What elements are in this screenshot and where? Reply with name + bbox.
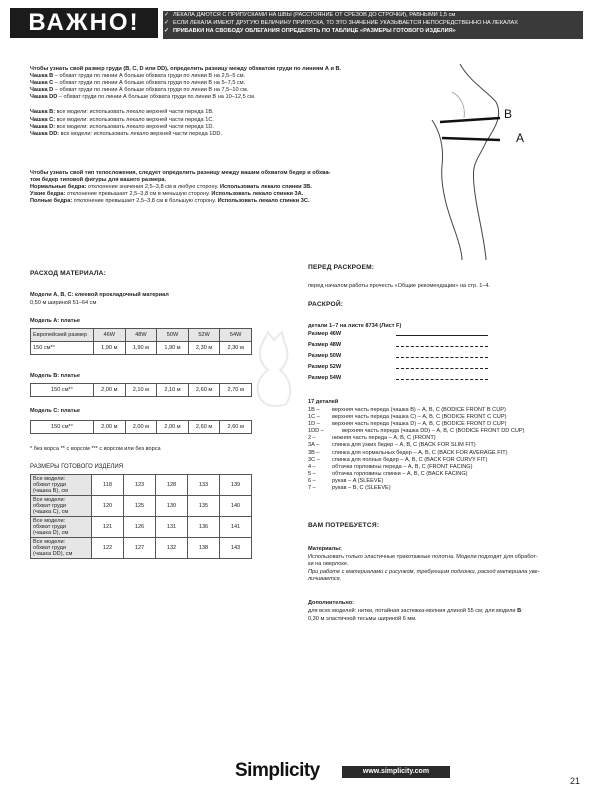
size-legend — [308, 331, 538, 387]
you-need-title: ВАМ ПОТРЕБУЕТСЯ: — [308, 522, 380, 529]
hips-line: Узкие бедра: отклонение превышает 2,5–3,8 см в меньшую сторону. Использовать лекало спинки 3A. — [30, 191, 304, 198]
table-cell: 126 — [124, 517, 156, 538]
model-a-table — [30, 328, 252, 355]
piece-item: 6 – рукав – A (SLEEVE) — [308, 477, 384, 484]
table-cell: 139 — [220, 475, 252, 496]
model-c-table — [30, 420, 252, 434]
bust-line: Чашка C – обхват груди по линии А больше обхвата груди по линии В на 5–7,5 см. — [30, 80, 246, 87]
important-note-1: ✓ ЛЕКАЛА ДАЮТСЯ С ПРИПУСКАМИ НА ШВЫ (РАССТОЯНИЕ ОТ СРЕЗОВ ДО СТРОЧКИ), РАВНЫМИ 1,5 см — [164, 12, 456, 18]
hips-line: Полные бедра: отклонение превышает 2,5–3,8 см в большую сторону. Использовать лекало спинки 3C. — [30, 198, 310, 205]
model-b-table — [30, 383, 252, 397]
model-c-title: Модель C: платье — [30, 408, 80, 414]
piece-item: 4 – обтачка горловины переда – A, B, C (FRONT FACING) — [308, 463, 473, 470]
table-cell: 2,60 м — [220, 421, 252, 434]
page-number: 21 — [570, 776, 581, 786]
interfacing-text: 0,50 м шириной 51–64 см — [30, 300, 97, 306]
size-line-48w — [396, 346, 488, 347]
piece-item: 1C – верхняя часть переда (чашка C) – A, B, C (BODICE FRONT C CUP) — [308, 414, 507, 421]
model-b-title: Модель B: платье — [30, 373, 80, 379]
piece-item: 1D – верхняя часть переда (чашка D) – A, B, C (BODICE FRONT D CUP) — [308, 421, 507, 428]
table-cell: 2,60 м — [188, 421, 220, 434]
pieces-title: 17 деталей — [308, 399, 339, 405]
table-cell: 131 — [156, 517, 188, 538]
arm-outline — [452, 92, 464, 118]
model-a-title: Модель А: платье — [30, 318, 80, 324]
important-note-2: ✓ ЕСЛИ ЛЕКАЛА ИМЕЮТ ДРУГУЮ ВЕЛИЧИНУ ПРИПУСКА, ТО ЭТО ЗНАЧЕНИЕ УКАЗЫВАЕТСЯ НЕПОСРЕДСТВЕННО НА ЛЕКАЛАХ — [164, 20, 518, 26]
piece-item: 7 – рукав – B, C (SLEEVE) — [308, 485, 391, 492]
bust-line: Чашка B – обхват груди по линии А больше обхвата груди по линии В на 2,5–5 см. — [30, 73, 246, 80]
table-cell: 2,10 м — [125, 384, 157, 397]
table-cell: 141 — [220, 517, 252, 538]
table-cell: 1,90 м — [125, 342, 157, 355]
body-outline-front — [460, 64, 499, 260]
label-b: B — [504, 107, 513, 121]
size-legend-label: Размер 48W — [308, 342, 342, 348]
measure-line-a — [442, 138, 500, 140]
watermark-cat-icon — [250, 330, 300, 410]
label-a: A — [516, 131, 525, 145]
table-cell: 143 — [220, 538, 252, 559]
finished-sizes-table — [30, 474, 252, 559]
table-cell: 127 — [124, 538, 156, 559]
body-outline-back — [432, 120, 462, 260]
piece-item: 3B – спинка для нормальных бедер – A, B, C (BACK FOR AVERAGE FIT) — [308, 449, 508, 456]
table-cell: 125 — [124, 496, 156, 517]
measure-line-b — [440, 118, 500, 122]
fabric-width: 150 см*° — [31, 384, 94, 397]
table-cell: 120 — [92, 496, 124, 517]
table-cell: 2,00 м — [94, 421, 126, 434]
hips-intro: Чтобы узнать свой тип телосложения, следует определить разницу между вашим обхватом бедер и обхва- — [30, 170, 331, 176]
table-cell: 2,30 м — [188, 342, 220, 355]
check-icon: ✓ — [164, 20, 170, 26]
pattern-details-title: детали 1–7 на листе 8734 (Лист F) — [308, 323, 402, 329]
bust-intro: Чтобы узнать свой размер груди (B, C, D или DD), определить разницу между обхватом груди по линиям А и В. — [30, 66, 342, 72]
table-cell: 135 — [188, 496, 220, 517]
table-cell: 2,00 м — [94, 384, 126, 397]
finished-sizes-title: РАЗМЕРЫ ГОТОВОГО ИЗДЕЛИЯ — [30, 464, 124, 470]
extra-text: 0,30 м эластичной тесьмы шириной 6 мм. — [308, 616, 417, 622]
check-icon: ✓ — [164, 28, 170, 34]
materials-note: личивается. — [308, 576, 342, 582]
size-header: 52W — [188, 329, 220, 342]
bust-line: Чашка DD – обхват груди по линии А больше обхвата груди по линии В на 10–12,5 см. — [30, 94, 256, 101]
size-line-54w — [396, 379, 488, 380]
table-cell: 140 — [220, 496, 252, 517]
size-header: 50W — [157, 329, 189, 342]
important-note-3: ✓ ПРИБАВКИ НА СВОБОДУ ОБЛЕГАНИЯ ОПРЕДЕЛЯТЬ ПО ТАБЛИЦЕ «РАЗМЕРЫ ГОТОВОГО ИЗДЕЛИЯ» — [164, 28, 456, 34]
fabric-width: 150 см*° — [31, 342, 94, 355]
website-link[interactable]: www.simplicity.com — [342, 766, 450, 778]
materials-text: ки на оверлоке. — [308, 561, 349, 567]
table-cell: 132 — [156, 538, 188, 559]
size-header: 46W — [94, 329, 126, 342]
row-label: Все модели: обхват груди (чашка B), см — [31, 475, 92, 496]
table-cell: 133 — [188, 475, 220, 496]
size-line-46w — [396, 335, 488, 336]
table-cell: 136 — [188, 517, 220, 538]
hips-intro: том бедер типовой фигуры для вашего размера. — [30, 177, 167, 184]
table-cell: 2,70 м — [220, 384, 252, 397]
row-label: Все модели: обхват груди (чашка C), см — [31, 496, 92, 517]
body-measure-figure — [430, 62, 540, 262]
extra-title: Дополнительно: — [308, 600, 354, 606]
extra-text: для всех моделей: нитки, потайная застежка-молния длиной 55 см; для модели B: — [308, 608, 523, 614]
table-cell: 118 — [92, 475, 124, 496]
piece-item: 3C – спинка для полных бедер – A, B, C (BACK FOR CURVY FIT) — [308, 456, 488, 463]
table-cell: 2,00 м — [157, 421, 189, 434]
material-title: РАСХОД МАТЕРИАЛА: — [30, 270, 107, 277]
piece-item: 5 – обтачка горловины спинки – A, B, C (BACK FACING) — [308, 470, 468, 477]
table-cell: 138 — [188, 538, 220, 559]
piece-item: 1B – верхняя часть переда (чашка B) – A, B, C (BODICE FRONT B CUP) — [308, 407, 506, 413]
size-line-52w — [396, 368, 488, 369]
table-cell: 2,10 м — [157, 384, 189, 397]
cup-line: Чашка C: все модели: использовать лекало верхней части переда 1C. — [30, 116, 214, 123]
table-cell: 2,60 м — [188, 384, 220, 397]
size-legend-label: Размер 50W — [308, 353, 342, 359]
table-cell: 1,90 м — [94, 342, 126, 355]
cutting-title: РАСКРОЙ: — [308, 301, 344, 308]
check-icon: ✓ — [164, 12, 170, 18]
material-footnote: * без ворса ** с ворсом *** с ворсом или без ворса — [30, 446, 161, 452]
row-label: Все модели: обхват груди (чашка DD), см — [31, 538, 92, 559]
piece-item: 2 – нижняя часть переда – A, B, C (FRONT) — [308, 435, 436, 442]
table-cell: 2,30 м — [220, 342, 252, 355]
cup-line: Чашка DD: все модели: использовать лекало верхней части переда 1DD. — [30, 130, 222, 137]
table-cell: 130 — [156, 496, 188, 517]
size-header-label: Европейский размер — [31, 329, 94, 342]
before-cutting-title: ПЕРЕД РАСКРОЕМ: — [308, 264, 375, 271]
hips-line: Нормальные бедра: отклонение значения 2,5–3,8 см в любую сторону. Использовать лекало спинки 3B. — [30, 184, 312, 191]
cup-line: Чашка B: все модели: использовать лекало верхней части переда 1B. — [30, 109, 214, 116]
hips-section — [30, 170, 330, 205]
piece-item: 3A – спинка для узких бедер – A, B, C (BACK FOR SLIM FIT) — [308, 442, 476, 449]
size-legend-label: Размер 54W — [308, 375, 342, 381]
bust-line: Чашка D – обхват груди по линии А больше обхвата груди по линии В на 7,5–10 см. — [30, 87, 249, 94]
bust-section — [30, 66, 341, 138]
table-cell: 1,90 м — [157, 342, 189, 355]
piece-item: 1DD – верхняя часть переда (чашка DD) – A, B, C (BODICE FRONT DD CUP) — [308, 428, 525, 435]
table-cell: 123 — [124, 475, 156, 496]
brand-logo: Simplicity — [235, 760, 320, 781]
size-legend-label: Размер 52W — [308, 364, 342, 370]
size-header: 54W — [220, 329, 252, 342]
table-cell: 2,00 м — [125, 421, 157, 434]
materials-note: При работе с материалами с рисунком, требующим подгонки, расход материала уве- — [308, 569, 540, 575]
before-cutting-text: перед началом работы прочесть «Общие рекомендации» на стр. 1–4. — [308, 283, 491, 289]
table-cell: 121 — [92, 517, 124, 538]
table-cell: 128 — [156, 475, 188, 496]
important-notes-band — [163, 11, 583, 39]
pieces-list — [308, 407, 525, 492]
size-legend-label: Размер 46W — [308, 331, 342, 337]
size-line-50w — [396, 357, 488, 358]
materials-text: Использовать только эластичные трикотажные полотна. Модели подходят для обработ- — [308, 554, 538, 560]
important-title: ВАЖНО! — [10, 8, 158, 38]
fabric-width: 150 см*° — [31, 421, 94, 434]
cup-line: Чашка D: все модели: использовать лекало верхней части переда 1D. — [30, 123, 214, 130]
row-label: Все модели: обхват груди (чашка D), см — [31, 517, 92, 538]
table-cell: 122 — [92, 538, 124, 559]
interfacing-title: Модели A, B, C: клеевой прокладочный материал — [30, 292, 169, 298]
materials-title: Материалы: — [308, 546, 342, 552]
size-header: 48W — [125, 329, 157, 342]
